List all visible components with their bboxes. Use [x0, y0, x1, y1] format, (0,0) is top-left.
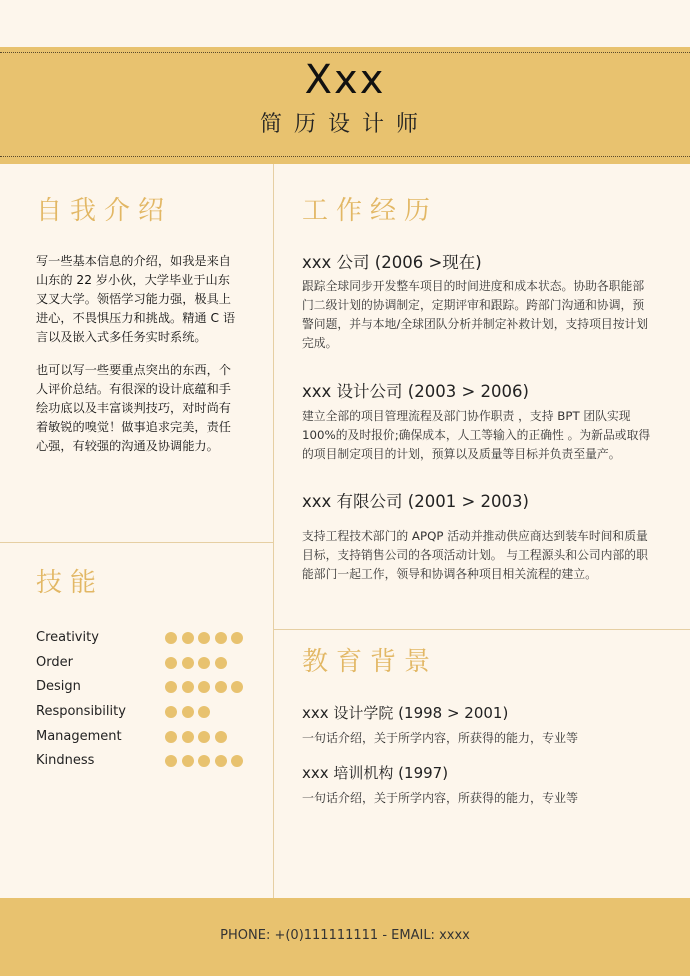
job-line: 100%的及时报价;确保成本，人工等输入的正确性 。为新品或取得 [302, 428, 651, 442]
job-line: 完成。 [302, 336, 338, 350]
job-line: 门二级计划的协调制定，定期评审和跟踪。跨部门沟通和协调，预 [302, 298, 645, 312]
about-paragraph-2 [36, 361, 266, 456]
job-line: 目标，支持销售公司的各项活动计划。 与工程源头和公司内部的职 [302, 548, 648, 562]
skill-level-dots [165, 731, 231, 743]
skill-dot [231, 755, 243, 767]
job-title: xxx 公司 (2006 >现在) [302, 253, 482, 272]
skill-dot [198, 657, 210, 669]
skill-dot [198, 706, 210, 718]
job-line: 警问题，并与本地/全球团队分析并制定补救计划，支持项目按计划 [302, 317, 649, 331]
skill-name: Design [36, 679, 81, 694]
skill-name: Creativity [36, 630, 99, 645]
skill-dot [165, 755, 177, 767]
skill-dot [182, 632, 194, 644]
skill-dot [165, 681, 177, 693]
footer-bar [0, 898, 690, 976]
skill-dot [182, 706, 194, 718]
about-title: 自我介绍 [36, 196, 173, 226]
skill-dot [198, 731, 210, 743]
about-line: 人评价总结。有很深的设计底蕴和手 [36, 382, 231, 396]
skill-dot [231, 681, 243, 693]
skill-dot [165, 731, 177, 743]
job-description [302, 407, 687, 464]
header-dotted-line-top [0, 52, 690, 53]
skill-name: Kindness [36, 753, 95, 768]
right-section-divider [273, 629, 690, 630]
about-line: 心强，有较强的沟通及协调能力。 [36, 439, 219, 453]
skill-level-dots [165, 681, 248, 693]
about-line: 言以及嵌入式多任务实时系统。 [36, 330, 207, 344]
job-line: 跟踪全球同步开发整车项目的时间进度和成本状态。协助各职能部 [302, 279, 645, 293]
job-line: 的项目制定项目的计划，预算以及质量等目标并负责至量产。 [302, 447, 621, 461]
job-title: xxx 设计公司 (2003 > 2006) [302, 382, 529, 401]
education-item-title: xxx 培训机构 (1997) [302, 764, 449, 782]
skill-dot [182, 657, 194, 669]
about-line: 写一些基本信息的介绍，如我是来自 [36, 254, 231, 268]
skill-dot [182, 731, 194, 743]
skill-name: Responsibility [36, 704, 126, 719]
skill-name: Order [36, 655, 73, 670]
skill-level-dots [165, 755, 248, 767]
about-line: 进心，不畏惧压力和挑战。精通 C 语 [36, 311, 236, 325]
skill-dot [165, 657, 177, 669]
about-line: 着敏锐的嗅觉！做事追求完美，责任 [36, 420, 231, 434]
job-line: 能部门一起工作，领导和协调各种项目相关流程的建立。 [302, 567, 597, 581]
top-margin [0, 0, 690, 47]
education-title: 教育背景 [302, 647, 439, 677]
skill-level-dots [165, 706, 215, 718]
skill-level-dots [165, 632, 248, 644]
skill-dot [215, 731, 227, 743]
skill-dot [182, 755, 194, 767]
about-line: 叉叉大学。领悟学习能力强，极具上 [36, 292, 231, 306]
job-description [302, 527, 687, 584]
skill-name: Management [36, 729, 122, 744]
skill-dot [198, 755, 210, 767]
job-line: 建立全部的项目管理流程及部门协作职责 ，支持 BPT 团队实现 [302, 409, 631, 423]
skill-row [36, 654, 256, 674]
about-paragraph-1 [36, 252, 266, 347]
left-section-divider [0, 542, 273, 543]
about-line: 山东的 22 岁小伙，大学毕业于山东 [36, 273, 230, 287]
skill-level-dots [165, 657, 231, 669]
job-title: xxx 有限公司 (2001 > 2003) [302, 492, 529, 511]
resume-name: Xxx [304, 57, 386, 103]
skills-title: 技能 [36, 568, 105, 598]
about-line: 绘功底以及丰富谈判技巧，对时尚有 [36, 401, 231, 415]
skill-dot [165, 632, 177, 644]
skill-dot [198, 681, 210, 693]
skill-dot [182, 681, 194, 693]
job-description [302, 277, 687, 353]
column-divider [273, 164, 274, 898]
education-item-title: xxx 设计学院 (1998 > 2001) [302, 704, 509, 722]
skill-row [36, 703, 256, 723]
skill-dot [215, 632, 227, 644]
skill-dot [215, 681, 227, 693]
skill-row [36, 629, 256, 649]
contact-info: PHONE: +(0)111111111 - EMAIL: xxxx [220, 928, 470, 943]
about-line: 也可以写一些要重点突出的东西，个 [36, 363, 231, 377]
job-line: 支持工程技术部门的 APQP 活动并推动供应商达到装车时间和质量 [302, 529, 648, 543]
education-item-description: 一句话介绍，关于所学内容，所获得的能力，专业等 [302, 791, 579, 805]
resume-role: 简历设计师 [259, 112, 430, 137]
education-item-description: 一句话介绍，关于所学内容，所获得的能力，专业等 [302, 731, 579, 745]
skill-dot [231, 632, 243, 644]
header-dotted-line-bottom [0, 156, 690, 157]
skill-dot [215, 657, 227, 669]
skill-row [36, 728, 256, 748]
header-banner [0, 47, 690, 164]
skill-dot [198, 632, 210, 644]
skill-row [36, 678, 256, 698]
work-title: 工作经历 [302, 196, 439, 226]
skill-dot [165, 706, 177, 718]
skill-row [36, 752, 256, 772]
skill-dot [215, 755, 227, 767]
